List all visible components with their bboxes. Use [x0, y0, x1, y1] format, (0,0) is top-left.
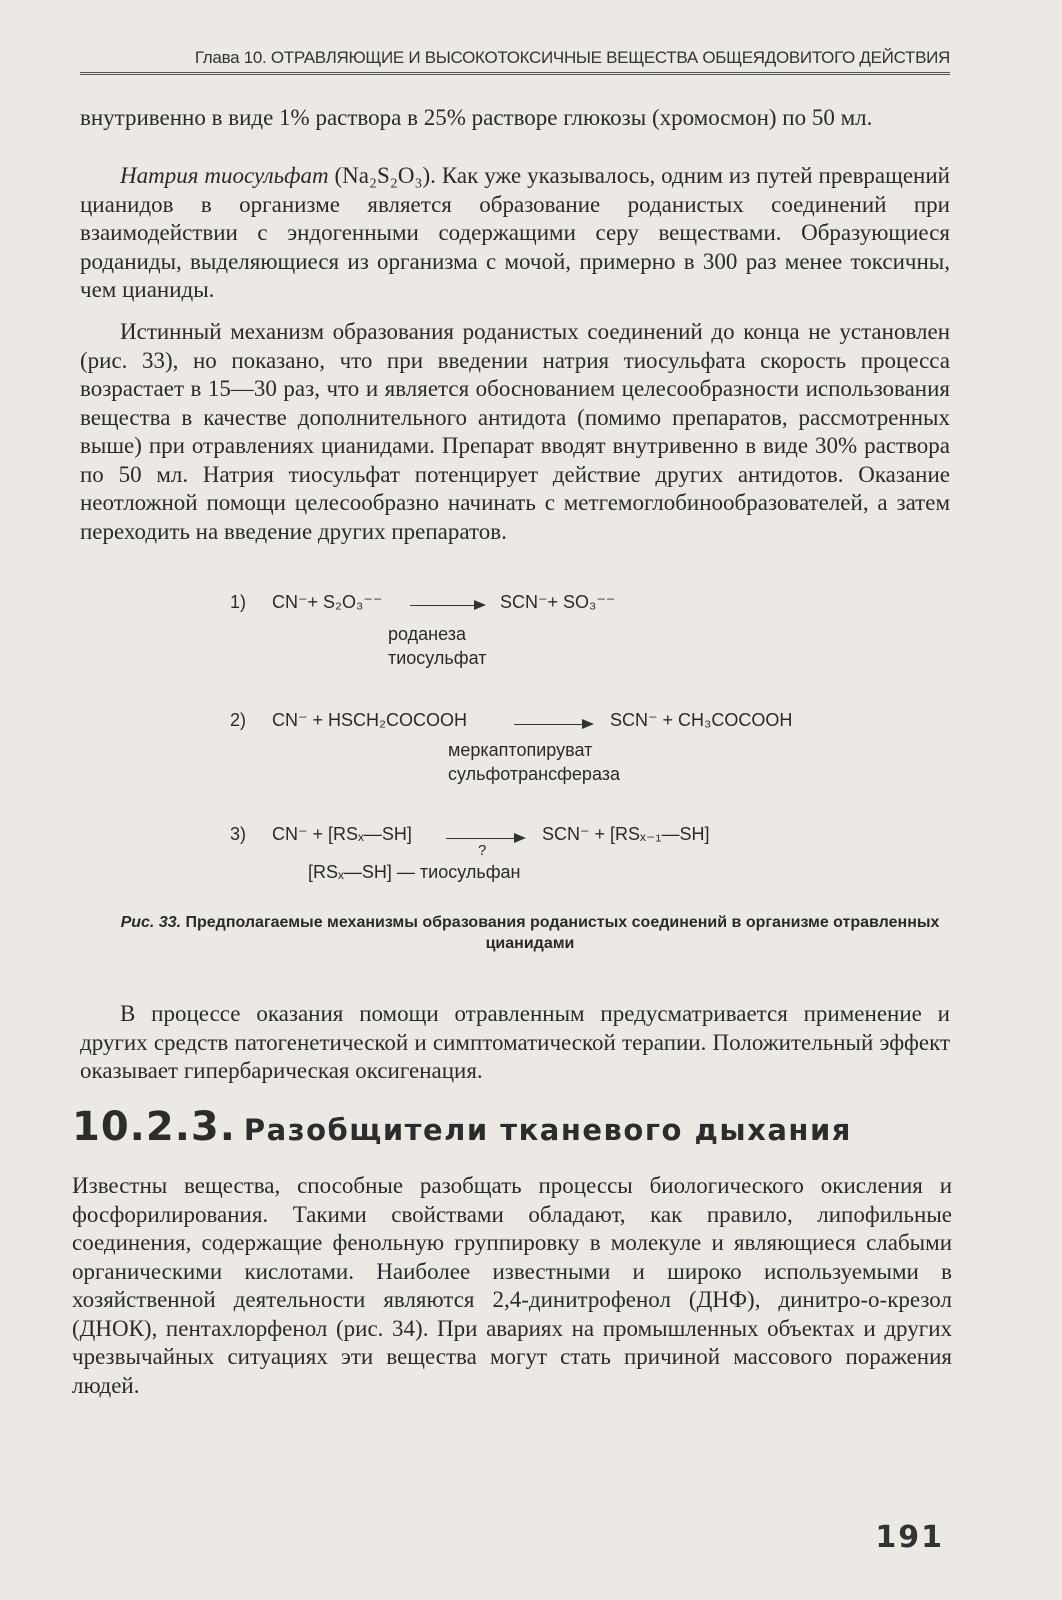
- paragraph-3: Истинный механизм образования роданистых соединений до конца не установлен (рис. 33), но показано, что при введении натрия тиосульфата скорость процесса возрастает в 15—30 раз, что и является обоснованием целесообразности использования вещества в качестве дополнительного антидота (помимо препаратов, рассмотренных выше) при отравлениях цианидами. Препарат вводят внутривенно в виде 30% раствора по 50 мл. Натрия тиосульфат потенцирует действие других антидотов. Оказание неотложной помощи целесообразно начинать с метгемоглобинообразователей, а затем переходить на введение других препаратов.: [80, 319, 950, 544]
- reaction-3-arrow-label: ?: [478, 842, 487, 859]
- reaction-3-right: SCN⁻ + [RSₓ₋₁—SH]: [542, 824, 710, 844]
- paragraph-1: внутривенно в виде 1% раствора в 25% растворе глюкозы (хромосмон) по 50 мл.: [80, 105, 873, 130]
- reaction-1-left: CN⁻+ S₂O₃⁻⁻: [272, 592, 383, 612]
- paragraph-5: Известны вещества, способные разобщать процессы биологического окисления и фосфорилирования. Такими свойствами обладают, как правило, липофильные соединения, содержащие фенольную группировку в молекуле и являющиеся слабыми органическими кислотами. Наиболее известными и широко используемыми в хозяйственной деятельности являются 2,4-динитрофенол (ДНФ), динитро-о-крезол (ДНОК), пентахлорфенол (рис. 34). При авариях на промышленных объектах и других чрезвычайных ситуациях эти вещества могут стать причиной массового поражения людей.: [72, 1173, 952, 1398]
- section-heading: [72, 1104, 852, 1150]
- paragraph-2: [80, 162, 950, 305]
- reaction-2-number: 2): [230, 710, 247, 730]
- figure-caption-label: Рис. 33.: [120, 914, 182, 931]
- reaction-3-note: [RSₓ—SH] — тиосульфан: [308, 862, 521, 882]
- reaction-3-number: 3): [230, 824, 247, 844]
- section-number: 10.2.3.: [72, 1104, 236, 1150]
- reaction-2-right: SCN⁻ + CH₃COCOOH: [610, 710, 793, 730]
- reaction-3-arrow: [446, 838, 524, 839]
- reaction-1-enzyme: роданеза: [388, 624, 466, 644]
- reaction-2-enzyme: меркаптопируват: [448, 740, 593, 760]
- reaction-1-cofactor: тиосульфат: [388, 648, 487, 668]
- reaction-3-left: CN⁻ + [RSₓ—SH]: [272, 824, 412, 844]
- reaction-1-arrow: [410, 605, 484, 606]
- reaction-1-number: 1): [230, 592, 247, 612]
- section-title: Разобщители тканевого дыхания: [243, 1113, 852, 1147]
- reaction-2-enzyme-2: сульфотрансфераза: [448, 764, 621, 784]
- page-number: 191: [875, 1520, 944, 1555]
- paragraph-4: В процессе оказания помощи отравленным предусматривается применение и других средств патогенетической и симптоматической терапии. Положительный эффект оказывает гипербарическая оксигенация.: [80, 1001, 950, 1083]
- term-sodium-thiosulfate: Натрия тиосульфат: [120, 163, 329, 188]
- reaction-2-arrow: [514, 724, 592, 725]
- paragraph-2-text: (Na₂S₂O₃). Как уже указывалось, одним из путей превращений цианидов в организме является образование роданистых соединений при взаимодействии с эндогенными содержащими серу веществами. Образующиеся роданиды, выделяющиеся из организма с мочой, примерно в 300 раз менее токсичны, чем цианиды.: [80, 163, 950, 302]
- header-rule: [80, 72, 950, 75]
- figure-caption-text: Предполагаемые механизмы образования роданистых соединений в организме отравленных цианидами: [181, 914, 940, 952]
- reaction-2-left: CN⁻ + HSCH₂COCOOH: [272, 710, 468, 730]
- reaction-1-right: SCN⁻+ SO₃⁻⁻: [500, 592, 616, 612]
- running-header: Глава 10. ОТРАВЛЯЮЩИЕ И ВЫСОКОТОКСИЧНЫЕ ВЕЩЕСТВА ОБЩЕЯДОВИТОГО ДЕЙСТВИЯ: [194, 48, 950, 67]
- figure-caption: [100, 912, 960, 954]
